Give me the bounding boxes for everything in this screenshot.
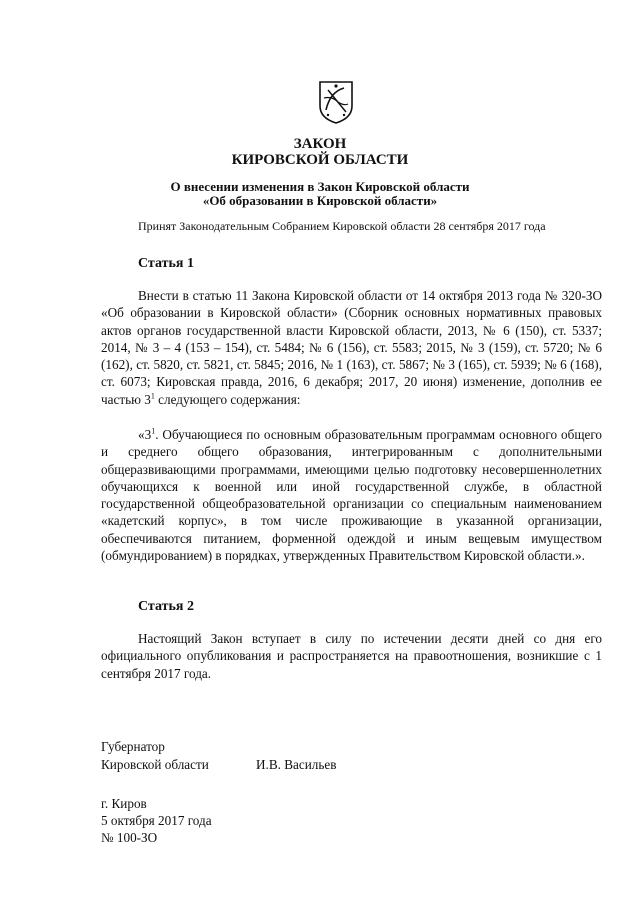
issue-date: 5 октября 2017 года: [101, 813, 212, 828]
issue-city: г. Киров: [101, 796, 147, 811]
signatory-title: Губернатор: [101, 739, 165, 754]
article-1-quoted-part: [101, 426, 602, 564]
article-1-text: Внести в статью 11 Закона Кировской области от 14 октября 2013 года № 320-ЗО «Об образовании в Кировской области» (Сборник основных нормативных правовых актов органов государственной власти Кировской области, 2013, № 6 (150), ст. 5337; 2014, № 3 – 4 (153 – 154), ст. 5484; № 6 (156), ст. 5583; 2015, № 3 (159), ст. 5720; № 6 (162), ст. 5820, ст. 5821, ст. 5845; 2016, № 1 (163), ст. 5867; № 3 (165), ст. 5939; № 6 (168), ст. 6073; Кировская правда, 2016, 6 декабря; 2017, 20 июня) изменение, дополнив ее частью 3: [101, 288, 602, 407]
law-region-title: КИРОВСКОЙ ОБЛАСТИ: [231, 152, 409, 168]
quoted-part-text: . Обучающиеся по основным образовательным программам основного общего и среднего общего образования, интегрированным с дополнительными общеразвивающими программами, имеющими целью подготовку несовершеннолетних обучающихся к военной или иной государственной службе, в областной государственной общеобразовательной организации со специальным наименованием «кадетский корпус», в том числе проживающие в указанной организации, обеспечиваются питанием, форменной одеждой и иным вещевым имуществом (обмундированием) в порядках, утвержденных Правительством Кировской области.».: [101, 427, 602, 564]
quoted-part-superscript: 1: [151, 426, 156, 436]
article-1-text-end: следующего содержания:: [154, 391, 301, 407]
part-superscript: 1: [150, 391, 155, 401]
issue-details: [101, 795, 212, 846]
adoption-note: Принят Законодательным Собранием Кировской области 28 сентября 2017 года: [138, 219, 546, 233]
law-subject-line-2: «Об образовании в Кировской области»: [202, 193, 438, 208]
law-title: ЗАКОН: [293, 136, 347, 152]
article-2-heading: Статья 2: [138, 599, 194, 614]
article-2-paragraph: Настоящий Закон вступает в силу по истечении десяти дней со дня его официального опубликования и распространяется на правоотношения, возникшие с 1 сентября 2017 года.: [101, 631, 602, 681]
signatory-region: Кировской области: [101, 757, 209, 772]
article-1-heading: Статья 1: [138, 256, 194, 271]
article-1-paragraph: [101, 287, 602, 408]
law-subject-line-1: О внесении изменения в Закон Кировской области: [170, 179, 470, 194]
law-number: № 100-ЗО: [101, 830, 158, 845]
quoted-part-number: «3: [138, 427, 152, 442]
coat-of-arms-icon: [318, 80, 354, 124]
signatory-name: И.В. Васильев: [256, 757, 337, 772]
